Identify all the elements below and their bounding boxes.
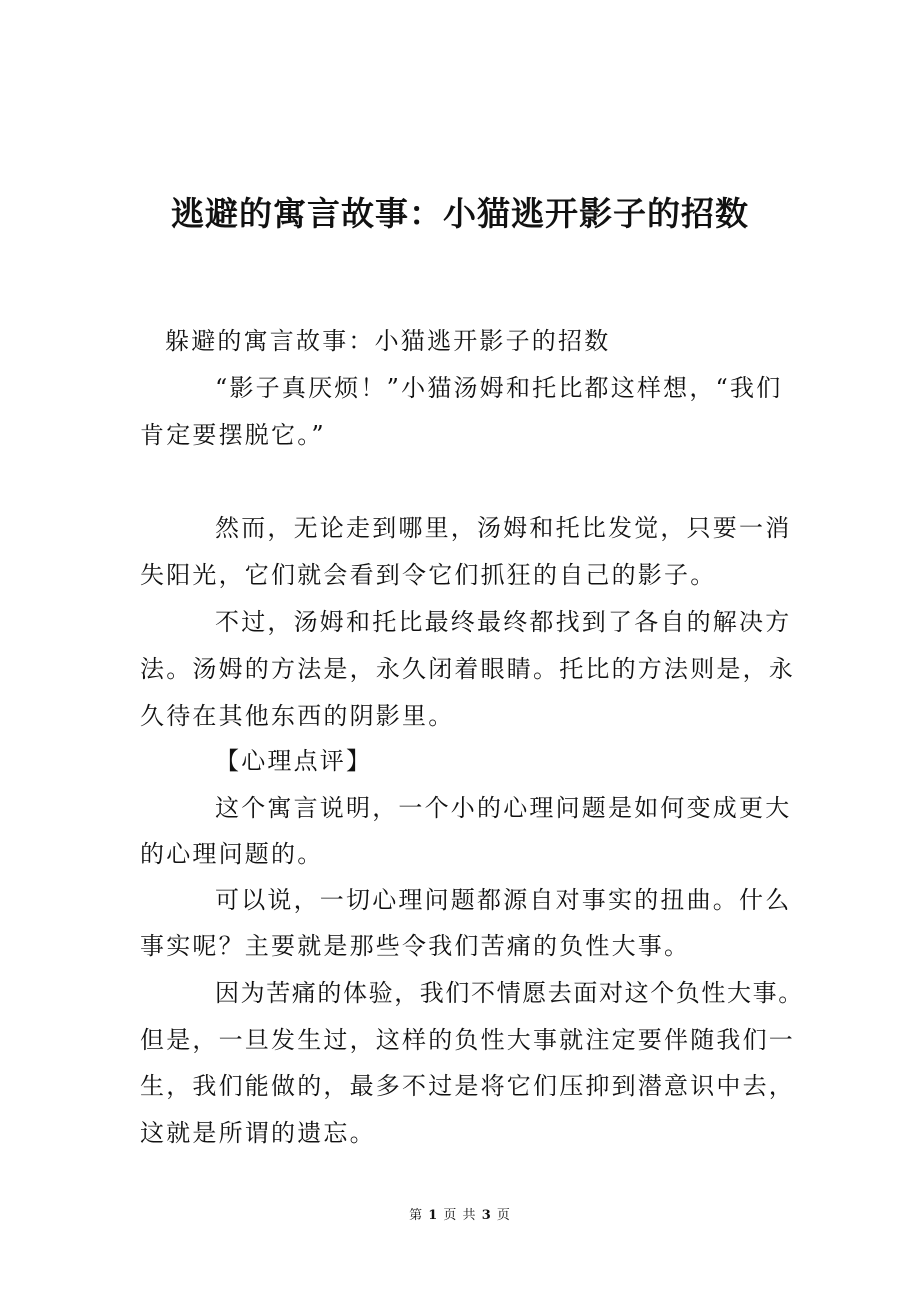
body-line: 这就是所谓的遗忘。: [140, 1119, 376, 1147]
body-line: 不过，汤姆和托比最终最终都找到了各自的解决方: [215, 608, 792, 636]
page-footer: [0, 1206, 920, 1226]
body-line: 失阳光，它们就会看到令它们抓狂的自己的影子。: [140, 561, 717, 589]
body-line: 躲避的寓言故事：小猫逃开影子的招数: [165, 327, 611, 355]
body-line: 肯定要摆脱它。”: [140, 421, 326, 449]
footer-total-pages: 3: [481, 1208, 492, 1223]
body-line: 但是，一旦发生过，这样的负性大事就注定要伴随我们一: [140, 1026, 795, 1054]
footer-prefix: 第: [409, 1208, 424, 1223]
body-line: 然而，无论走到哪里，汤姆和托比发觉，只要一消: [215, 514, 792, 542]
body-line: 生，我们能做的，最多不过是将它们压抑到潜意识中去，: [140, 1072, 795, 1100]
footer-page-number: 1: [428, 1208, 439, 1223]
body-line: 法。汤姆的方法是，永久闭着眼睛。托比的方法则是，永: [140, 655, 795, 683]
footer-middle: 页 共: [443, 1208, 477, 1223]
footer-suffix: 页: [496, 1208, 511, 1223]
body-line: “影子真厌烦！”小猫汤姆和托比都这样想，“我们: [215, 374, 783, 402]
body-line: 可以说，一切心理问题都源自对事实的扭曲。什么: [215, 886, 792, 914]
body-line: 这个寓言说明，一个小的心理问题是如何变成更大: [215, 794, 792, 822]
body-line: 的心理问题的。: [140, 840, 324, 868]
body-line: 因为苦痛的体验，我们不情愿去面对这个负性大事。: [215, 979, 804, 1007]
section-heading: 【心理点评】: [215, 747, 373, 775]
body-line: 事实呢？主要就是那些令我们苦痛的负性大事。: [140, 932, 691, 960]
body-line: 久待在其他东西的阴影里。: [140, 702, 455, 730]
document-title: 逃避的寓言故事：小猫逃开影子的招数: [171, 194, 749, 233]
